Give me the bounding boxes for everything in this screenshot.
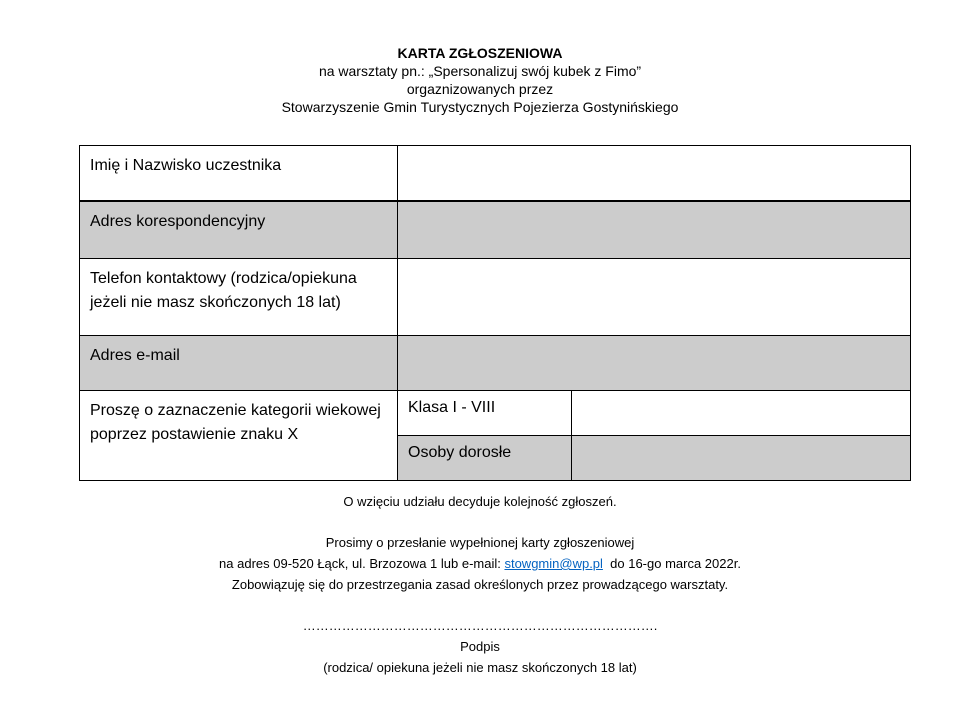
phone-label: Telefon kontaktowy (rodzica/opiekuna jeżeli nie masz skończonych 18 lat) (80, 259, 398, 335)
send-address-text: na adres 09-520 Łąck, ul. Brzozowa 1 lub e-mail: (219, 556, 505, 571)
email-field[interactable] (398, 336, 910, 390)
address-label: Adres korespondencyjny (80, 202, 398, 258)
form-title: KARTA ZGŁOSZENIOWA (397, 45, 563, 61)
table-row-age-category (79, 390, 911, 481)
category-school-label: Klasa I - VIII (398, 391, 572, 435)
registration-table (79, 145, 911, 481)
workshop-name: na warsztaty pn.: „Spersonalizuj swój kubek z Fimo” (318, 63, 642, 79)
table-row-address (79, 201, 911, 259)
send-instructions: Prosimy o przesłanie wypełnionej karty zgłoszeniowej (325, 535, 635, 550)
table-row-name (79, 145, 911, 203)
deadline-text: do 16-go marca 2022r. (602, 556, 741, 571)
category-school-checkbox[interactable] (572, 391, 910, 435)
name-label: Imię i Nazwisko uczestnika (80, 146, 398, 200)
signature-note: (rodzica/ opiekuna jeżeli nie masz skończonych 18 lat) (323, 660, 637, 675)
age-category-label: Proszę o zaznaczenie kategorii wiekowej poprzez postawienie znaku X (80, 391, 398, 480)
organizer-name: Stowarzyszenie Gmin Turystycznych Pojezierza Gostynińskiego (281, 99, 679, 115)
category-adults-checkbox[interactable] (572, 436, 910, 480)
category-adults-label: Osoby dorosłe (398, 436, 572, 480)
form-header (0, 44, 960, 116)
table-row-phone (79, 258, 911, 336)
send-address-line (0, 553, 960, 574)
email-link[interactable]: stowgmin@wp.pl (504, 556, 603, 571)
category-row-adults (398, 436, 910, 480)
order-note: O wzięciu udziału decyduje kolejność zgłoszeń. (343, 494, 617, 509)
address-field[interactable] (398, 202, 910, 258)
signature-line: ………………………………………………………………………. (302, 618, 658, 633)
table-row-email (79, 335, 911, 391)
signature-label: Podpis (460, 639, 500, 654)
category-row-school (398, 391, 910, 436)
organizer-intro: orgaznizowanych przez (406, 81, 554, 97)
email-label: Adres e-mail (80, 336, 398, 390)
name-field[interactable] (398, 146, 910, 200)
commitment-line: Zobowiązuję się do przestrzegania zasad określonych przez prowadzącego warsztaty. (231, 577, 729, 592)
phone-field[interactable] (398, 259, 910, 335)
form-footer (0, 491, 960, 678)
